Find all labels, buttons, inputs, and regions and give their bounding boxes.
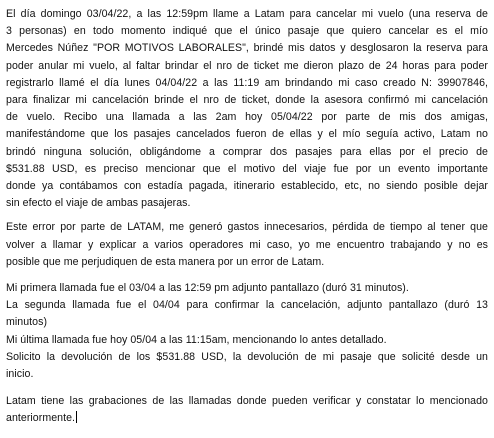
text-line: poder anular mi vuelo, al faltar brindar el nro de ticket me dieron plazo de 24 horas para poder [6, 59, 488, 72]
text-line: Latam tiene las grabaciones de las llamadas donde pueden verificar y constatar lo mencionado [6, 395, 488, 408]
text-line: sin efecto el viaje de ambas pasajeras. [6, 197, 191, 210]
paragraph-call-history [6, 280, 488, 383]
text-line: Mi última llamada fue hoy 05/04 a las 11:15am, mencionando lo antes detallado. [6, 333, 387, 346]
text-line: Solicito la devolución de los $531.88 USD, la devolución de mi pasaje que solicité desde un [6, 350, 488, 363]
text-line: posible que me perjudiquen de esta manera por un error de Latam. [6, 255, 325, 268]
text-line: brindó ninguna solución, obligándome a comprar dos pasajes para ellas por el precio de [6, 145, 488, 158]
text-line: Mercedes Núñez "POR MOTIVOS LABORALES", brindé mis datos y desglosaron la reserva para [6, 42, 488, 55]
text-line: registrarlo llamé el día lunes 04/04/22 a las 11:19 am brindando mi caso creado N: 39907846, [6, 76, 488, 89]
text-line: volver a llamar y explicar a varios operadores mi caso, yo me encuentro trabajando y no es [6, 238, 488, 251]
text-line-with-cursor[interactable] [6, 410, 488, 427]
paragraph-error-impact [6, 219, 488, 271]
text-line: Este error por parte de LATAM, me generó gastos innecesarios, pérdida de tiempo al tener que [6, 221, 488, 234]
paragraph-complaint-details [6, 6, 488, 212]
text-line: donde ya contábamos con estadía pagada, itinerario establecido, etc, no siendo posible dejar [6, 180, 488, 193]
text-line: $531.88 USD, es preciso mencionar que el motivo del viaje fue por un evento importante [6, 162, 488, 175]
text-line: manifestándome que los pasajes cancelados fueron de ellas y el mío seguía activo, Latam no [6, 128, 488, 141]
text-line-content: anteriormente. [6, 412, 76, 425]
text-line: 3 personas) en todo momento indiqué que el único pasaje que quiero cancelar es el mío [6, 25, 488, 38]
text-line: para finalizar mi cancelación brinde el nro de ticket, donde la asesora confirmó mi cancelación [6, 94, 488, 107]
text-line: inicio. [6, 368, 34, 381]
text-cursor [76, 411, 77, 423]
text-line: minutos) [6, 316, 48, 329]
text-line: El día domingo 03/04/22, a las 12:59pm llame a Latam para cancelar mi vuelo (una reserva de [6, 8, 488, 20]
text-line: La segunda llamada fue el 04/04 para confirmar la cancelación, adjunto pantallazo (duró 13 [6, 299, 488, 312]
text-line: Mi primera llamada fue el 03/04 a las 12:59 pm adjunto pantallazo (duró 31 minutos). [6, 282, 409, 295]
paragraph-recordings-note [6, 393, 488, 427]
document-body [6, 6, 488, 428]
text-line: de vuelo. Recibo una llamada a las 2am hoy 05/04/22 por parte de mis dos amigas, [6, 111, 488, 124]
